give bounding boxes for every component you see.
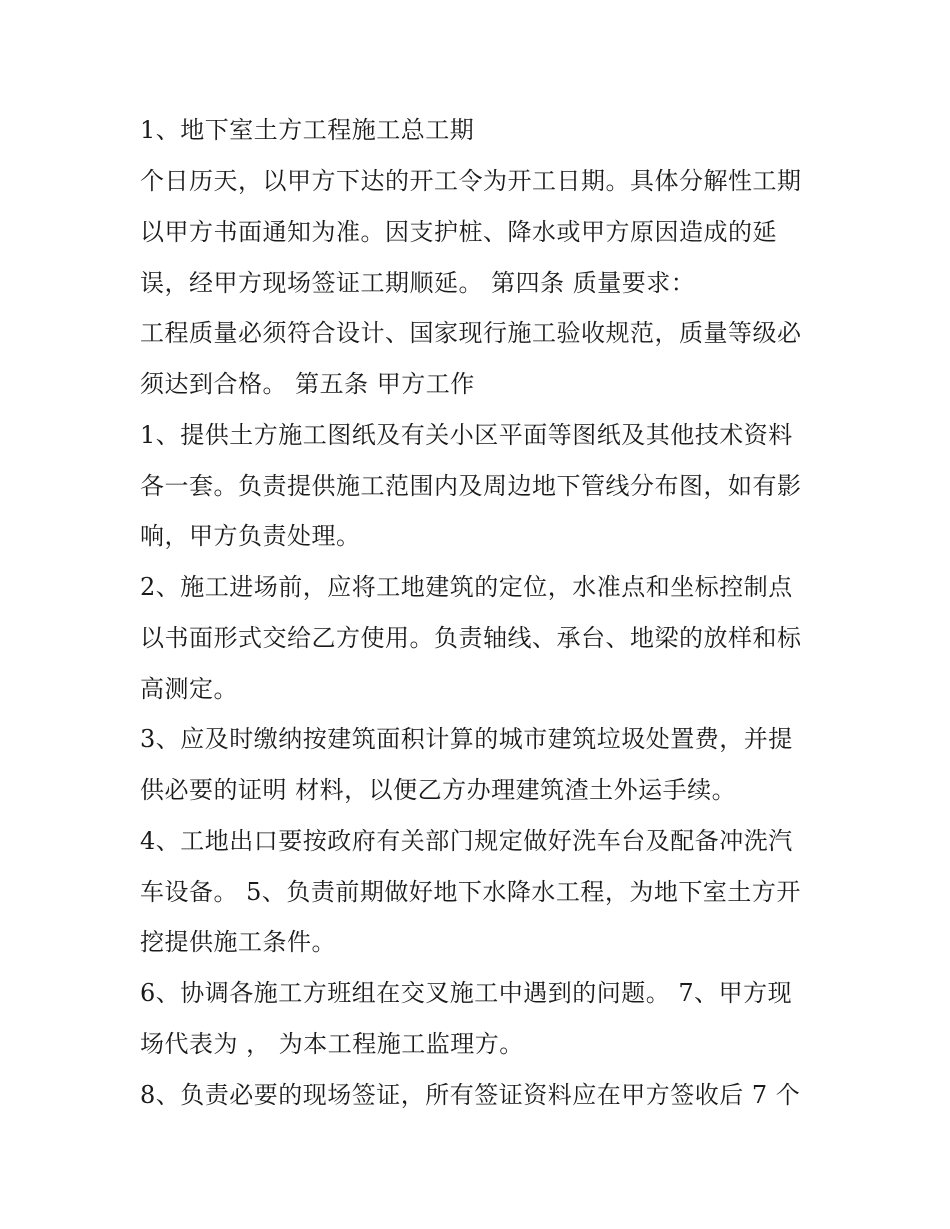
text-line: 须达到合格。 第五条 甲方工作 <box>140 370 475 398</box>
text-line: 各一套。负责提供施工范围内及周边地下管线分布图，如有影 <box>140 472 802 500</box>
text-line: 以书面形式交给乙方使用。负责轴线、承台、地梁的放样和标 <box>140 624 802 652</box>
text-line: 3、应及时缴纳按建筑面积计算的城市建筑垃圾处置费，并提 <box>140 725 793 753</box>
text-line: 1、地下室土方工程施工总工期 <box>140 116 475 144</box>
text-line: 1、提供土方施工图纸及有关小区平面等图纸及其他技术资料 <box>140 421 793 449</box>
text-line: 8、负责必要的现场签证，所有签证资料应在甲方签收后 7 个 <box>140 1081 801 1109</box>
text-line: 4、工地出口要按政府有关部门规定做好洗车台及配备冲洗汽 <box>140 827 793 855</box>
text-line: 2、施工进场前，应将工地建筑的定位，水准点和坐标控制点 <box>140 573 793 601</box>
text-line: 供必要的证明 材料，以便乙方办理建筑渣土外运手续。 <box>140 776 737 804</box>
text-line: 误，经甲方现场签证工期顺延。 第四条 质量要求： <box>140 269 696 297</box>
text-line: 车设备。 5、负责前期做好地下水降水工程，为地下室土方开 <box>140 878 801 906</box>
text-line: 工程质量必须符合设计、国家现行施工验收规范，质量等级必 <box>140 319 802 347</box>
text-line: 个日历天，以甲方下达的开工令为开工日期。具体分解性工期 <box>140 167 802 195</box>
text-line: 6、协调各施工方班组在交叉施工中遇到的问题。 7、甲方现 <box>140 979 793 1007</box>
text-line: 高测定。 <box>140 675 238 703</box>
text-line: 以甲方书面通知为准。因支护桩、降水或甲方原因造成的延 <box>140 218 777 246</box>
text-line: 场代表为 ， 为本工程施工监理方。 <box>140 1030 524 1058</box>
text-line: 响，甲方负责处理。 <box>140 522 361 550</box>
text-line: 挖提供施工条件。 <box>140 928 336 956</box>
